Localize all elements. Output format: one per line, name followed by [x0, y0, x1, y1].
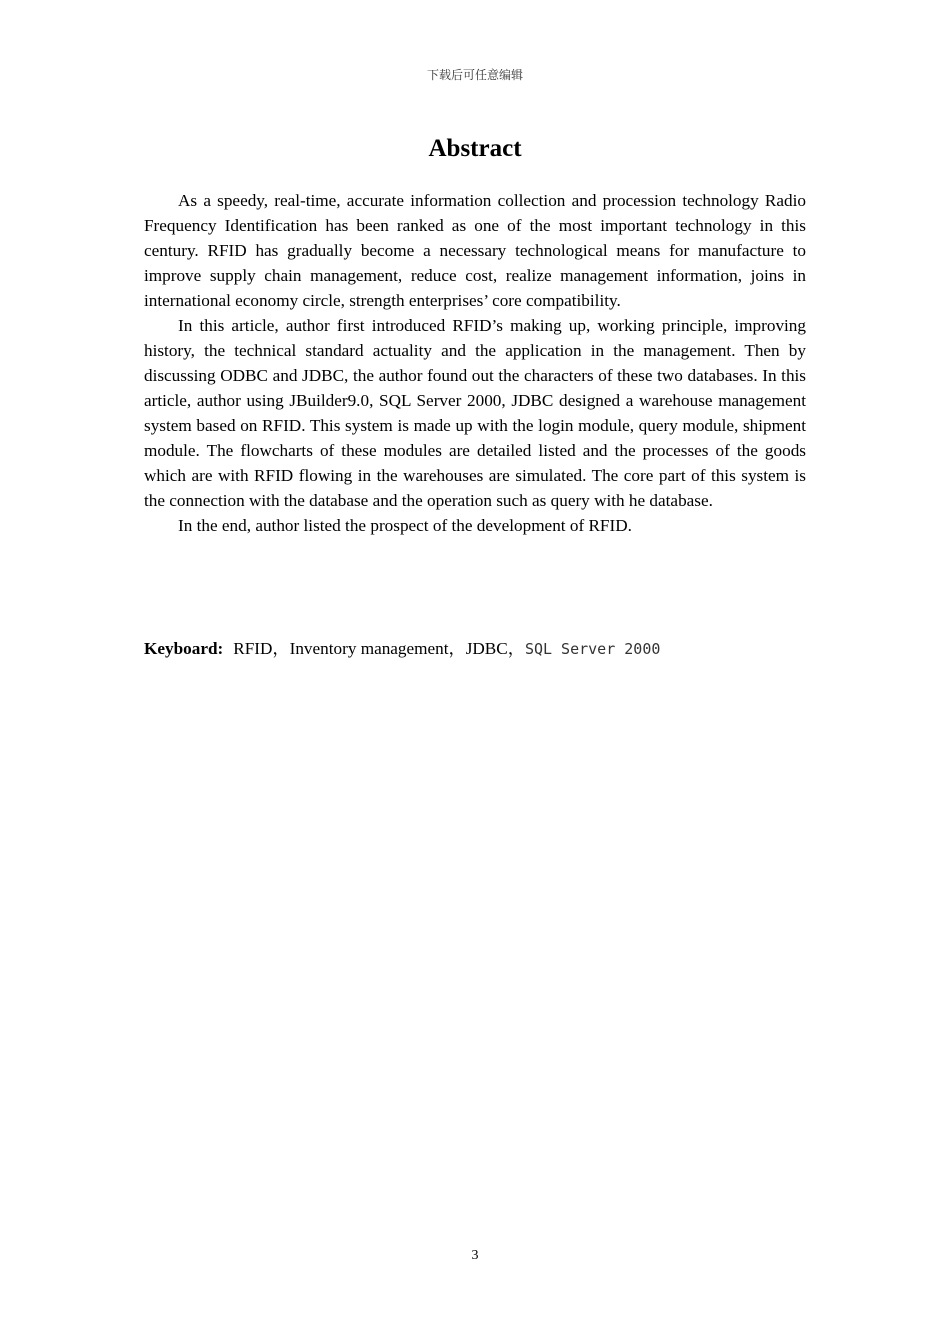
page-header-note: 下载后可任意编辑 — [426, 68, 523, 82]
abstract-paragraph-1: As a speedy, real-time, accurate information collection and procession technology Radio Frequency Identification has been ranked as one of the most important technology in this century. RFID has gradually become a necessary technological means for manufacture to improve supply chain management, reduce cost, realize management information, joins in international economy circle, strength enterprises’ core compatibility. — [144, 191, 806, 310]
abstract-paragraph-3: In the end, author listed the prospect of the development of RFID. — [178, 516, 632, 535]
keywords-line — [144, 636, 806, 662]
abstract-title: Abstract — [428, 135, 522, 162]
abstract-body — [144, 188, 806, 538]
page-number: 3 — [471, 1248, 479, 1263]
keywords-mono-text: SQL Server 2000 — [524, 640, 661, 658]
keywords-label: Keyboard: — [144, 639, 224, 658]
abstract-paragraph-2: In this article, author first introduced RFID’s making up, working principle, improving history, the technical standard actuality and the application in the management. Then by discussing ODBC and JDBC, the author found out the characters of these two databases. In this article, author using JBuilder9.0, SQL Server 2000, JDBC designed a warehouse management system based on RFID. This system is made up with the login module, query module, shipment module. The flowcharts of these modules are detailed listed and the processes of the goods which are with RFID flowing in the warehouses are simulated. The core part of this system is the connection with the database and the operation such as query with he database. — [144, 316, 806, 510]
keywords-text: RFID，Inventory management，JDBC， — [233, 639, 525, 658]
